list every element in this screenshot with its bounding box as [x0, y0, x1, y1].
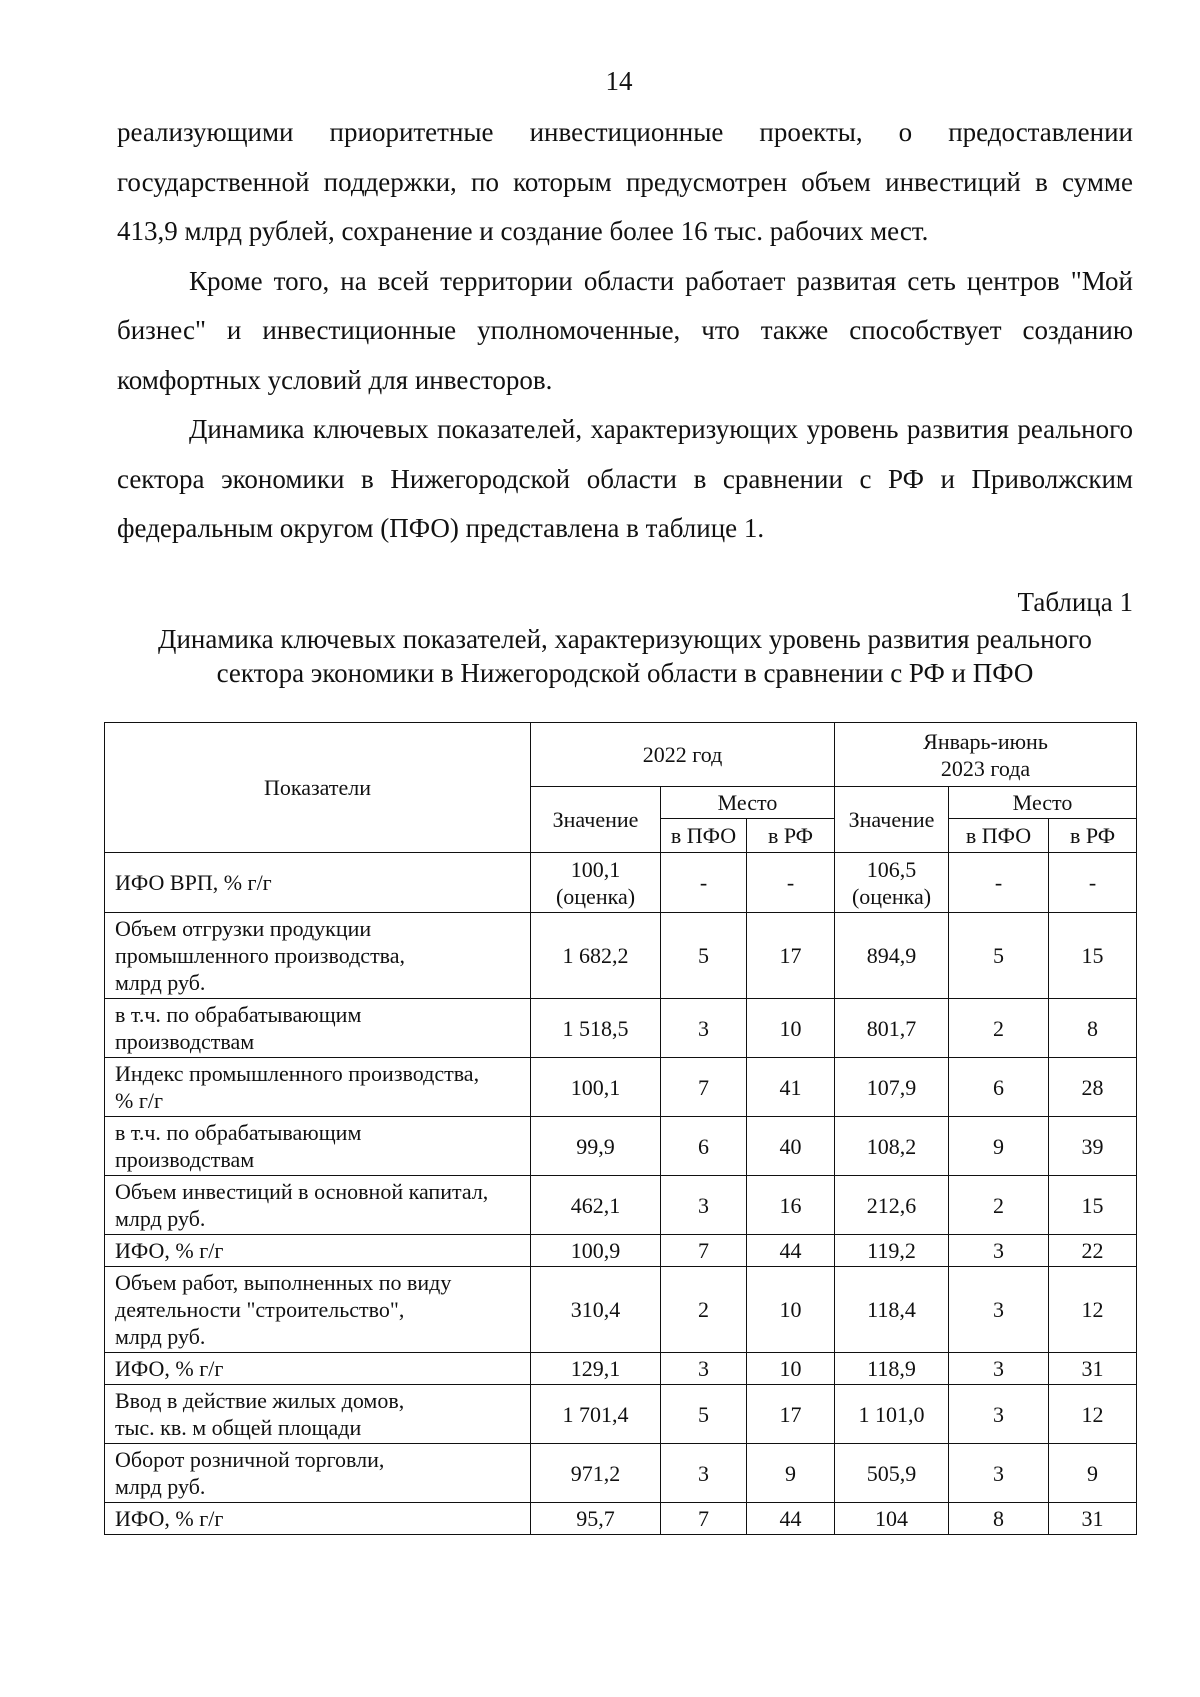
- header-indicator: Показатели: [105, 723, 531, 853]
- place-rf-2023: 12: [1049, 1385, 1137, 1444]
- value-2023: 801,7: [835, 999, 949, 1058]
- header-value-2022: Значение: [531, 787, 661, 853]
- place-rf-2022: -: [747, 853, 835, 913]
- table-row: [105, 1235, 1137, 1267]
- table-body: [105, 853, 1137, 1535]
- value-2023: 119,2: [835, 1235, 949, 1267]
- value-2022: 1 701,4: [531, 1385, 661, 1444]
- header-pfo-2023: в ПФО: [949, 819, 1049, 853]
- place-pfo-2022: 3: [661, 1444, 747, 1503]
- header-2023: [835, 723, 1137, 787]
- value-2023: 118,9: [835, 1353, 949, 1385]
- table-row: [105, 999, 1137, 1058]
- place-pfo-2023: 3: [949, 1385, 1049, 1444]
- place-pfo-2023: -: [949, 853, 1049, 913]
- place-pfo-2023: 6: [949, 1058, 1049, 1117]
- value-2023: 118,4: [835, 1267, 949, 1353]
- header-rf-2022: в РФ: [747, 819, 835, 853]
- indicators-table: [104, 722, 1137, 1535]
- row-label: ИФО, % г/г: [105, 1503, 531, 1535]
- place-pfo-2023: 2: [949, 999, 1049, 1058]
- place-rf-2023: 12: [1049, 1267, 1137, 1353]
- value-2022: 95,7: [531, 1503, 661, 1535]
- place-pfo-2022: 3: [661, 1353, 747, 1385]
- table-row: [105, 1058, 1137, 1117]
- value-2022: 462,1: [531, 1176, 661, 1235]
- value-2022: 100,9: [531, 1235, 661, 1267]
- place-rf-2022: 10: [747, 999, 835, 1058]
- paragraph-business-centers: Кроме того, на всей территории области работает развитая сеть центров "Мой бизнес" и инвестиционные уполномоченные, что также способствует созданию комфортных условий для инвесторов.: [117, 265, 1133, 395]
- paragraph-table-intro: Динамика ключевых показателей, характеризующих уровень развития реального сектора экономики в Нижегородской области в сравнении с РФ и Приволжским федеральным округом (ПФО) представлена в таблице 1.: [117, 414, 1133, 543]
- header-rf-2023: в РФ: [1049, 819, 1137, 853]
- header-pfo-2022: в ПФО: [661, 819, 747, 853]
- place-rf-2022: 10: [747, 1353, 835, 1385]
- table-row: [105, 1385, 1137, 1444]
- value-2022: 129,1: [531, 1353, 661, 1385]
- row-label: ИФО, % г/г: [105, 1353, 531, 1385]
- place-rf-2023: 9: [1049, 1444, 1137, 1503]
- header-2022: 2022 год: [531, 723, 835, 787]
- value-2023: 1 101,0: [835, 1385, 949, 1444]
- place-pfo-2022: 7: [661, 1503, 747, 1535]
- table-label: Таблица 1: [1017, 587, 1133, 617]
- place-rf-2022: 17: [747, 913, 835, 999]
- table-row: [105, 1117, 1137, 1176]
- place-pfo-2022: 2: [661, 1267, 747, 1353]
- value-2023: 212,6: [835, 1176, 949, 1235]
- place-pfo-2022: 7: [661, 1058, 747, 1117]
- place-rf-2022: 40: [747, 1117, 835, 1176]
- value-2023: 106,5 (оценка): [835, 853, 949, 913]
- table-row: [105, 1267, 1137, 1353]
- place-pfo-2023: 3: [949, 1235, 1049, 1267]
- value-2022: 100,1: [531, 1058, 661, 1117]
- page-number: 14: [605, 66, 633, 96]
- place-pfo-2023: 8: [949, 1503, 1049, 1535]
- row-label: Оборот розничной торговли, млрд руб.: [105, 1444, 531, 1503]
- value-2023: 505,9: [835, 1444, 949, 1503]
- place-pfo-2023: 2: [949, 1176, 1049, 1235]
- place-rf-2022: 10: [747, 1267, 835, 1353]
- place-rf-2023: 8: [1049, 999, 1137, 1058]
- place-rf-2022: 41: [747, 1058, 835, 1117]
- table-title-line-2: сектора экономики в Нижегородской области в сравнении с РФ и ПФО: [216, 658, 1034, 688]
- place-pfo-2022: 5: [661, 1385, 747, 1444]
- row-label: Ввод в действие жилых домов, тыс. кв. м общей площади: [105, 1385, 531, 1444]
- row-label: ИФО ВРП, % г/г: [105, 853, 531, 913]
- value-2022: 971,2: [531, 1444, 661, 1503]
- row-label: в т.ч. по обрабатывающим производствам: [105, 999, 531, 1058]
- place-rf-2022: 16: [747, 1176, 835, 1235]
- place-rf-2023: 15: [1049, 1176, 1137, 1235]
- body-text: [117, 108, 1133, 554]
- table-row: [105, 1444, 1137, 1503]
- row-label: Объем работ, выполненных по виду деятельности "строительство", млрд руб.: [105, 1267, 531, 1353]
- paragraph-continuation: реализующими приоритетные инвестиционные проекты, о предоставлении государственной поддержки, по которым предусмотрен объем инвестиций в сумме 413,9 млрд рублей, сохранение и создание более 16 тыс. рабочих мест.: [117, 117, 1133, 246]
- table-title-line-1: Динамика ключевых показателей, характеризующих уровень развития реального: [158, 624, 1092, 654]
- place-rf-2022: 9: [747, 1444, 835, 1503]
- place-rf-2023: 31: [1049, 1353, 1137, 1385]
- row-label: в т.ч. по обрабатывающим производствам: [105, 1117, 531, 1176]
- table-row: [105, 1176, 1137, 1235]
- header-2023-line-1: Январь-июнь: [923, 728, 1048, 754]
- place-pfo-2023: 3: [949, 1267, 1049, 1353]
- header-place-2022: Место: [661, 787, 835, 819]
- place-rf-2022: 44: [747, 1235, 835, 1267]
- row-label: Индекс промышленного производства, % г/г: [105, 1058, 531, 1117]
- place-rf-2022: 44: [747, 1503, 835, 1535]
- value-2022: 310,4: [531, 1267, 661, 1353]
- table-title: [110, 622, 1140, 690]
- place-pfo-2023: 5: [949, 913, 1049, 999]
- place-rf-2023: 15: [1049, 913, 1137, 999]
- row-label: Объем отгрузки продукции промышленного производства, млрд руб.: [105, 913, 531, 999]
- value-2022: 1 518,5: [531, 999, 661, 1058]
- place-pfo-2022: 3: [661, 1176, 747, 1235]
- header-place-2023: Место: [949, 787, 1137, 819]
- value-2022: 100,1 (оценка): [531, 853, 661, 913]
- place-rf-2023: -: [1049, 853, 1137, 913]
- header-2023-line-2: 2023 года: [940, 755, 1031, 781]
- place-rf-2023: 31: [1049, 1503, 1137, 1535]
- row-label: ИФО, % г/г: [105, 1235, 531, 1267]
- table-row: [105, 1353, 1137, 1385]
- header-value-2023: Значение: [835, 787, 949, 853]
- place-rf-2023: 39: [1049, 1117, 1137, 1176]
- value-2023: 894,9: [835, 913, 949, 999]
- value-2023: 108,2: [835, 1117, 949, 1176]
- place-rf-2023: 22: [1049, 1235, 1137, 1267]
- place-rf-2022: 17: [747, 1385, 835, 1444]
- value-2023: 104: [835, 1503, 949, 1535]
- table-row: [105, 853, 1137, 913]
- value-2022: 1 682,2: [531, 913, 661, 999]
- place-pfo-2023: 3: [949, 1444, 1049, 1503]
- place-pfo-2022: 6: [661, 1117, 747, 1176]
- table-row: [105, 1503, 1137, 1535]
- table-row: [105, 913, 1137, 999]
- place-pfo-2022: 3: [661, 999, 747, 1058]
- place-pfo-2022: 5: [661, 913, 747, 999]
- place-pfo-2022: 7: [661, 1235, 747, 1267]
- value-2022: 99,9: [531, 1117, 661, 1176]
- place-rf-2023: 28: [1049, 1058, 1137, 1117]
- value-2023: 107,9: [835, 1058, 949, 1117]
- place-pfo-2023: 9: [949, 1117, 1049, 1176]
- row-label: Объем инвестиций в основной капитал, млрд руб.: [105, 1176, 531, 1235]
- place-pfo-2022: -: [661, 853, 747, 913]
- place-pfo-2023: 3: [949, 1353, 1049, 1385]
